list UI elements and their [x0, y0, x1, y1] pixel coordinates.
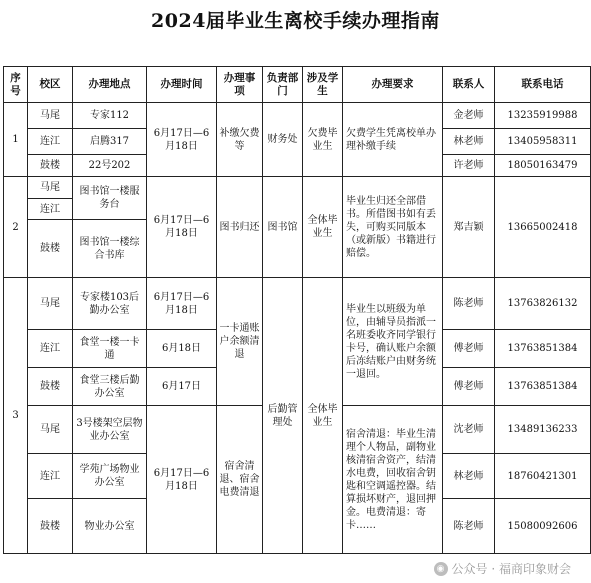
students-cell: 全体毕业生 [303, 177, 343, 278]
row-no: 1 [4, 103, 28, 177]
header-item: 办理事项 [217, 67, 263, 103]
table-row [4, 103, 591, 129]
place-cell: 3号楼架空层物业办公室 [73, 406, 147, 454]
item-cell: 一卡通账户余额清退 [217, 278, 263, 406]
header-phone: 联系电话 [495, 67, 591, 103]
time-cell: 6月17日—6月18日 [147, 177, 217, 278]
campus-cell: 鼓楼 [28, 220, 73, 278]
place-cell: 专家112 [73, 103, 147, 129]
phone-cell: 13763851384 [495, 368, 591, 406]
header-dept: 负责部门 [263, 67, 303, 103]
contact-cell: 金老师 [443, 103, 495, 129]
students-cell: 欠费毕业生 [303, 103, 343, 177]
req-cell: 毕业生以班级为单位，由辅导员指派一名班委收齐同学银行卡号，确认账户余额后冻结账户由财务统一退回。 [343, 278, 443, 406]
campus-cell: 马尾 [28, 406, 73, 454]
time-cell: 6月17日—6月18日 [147, 278, 217, 330]
dept-cell: 图书馆 [263, 177, 303, 278]
row-no: 2 [4, 177, 28, 278]
phone-cell: 13763826132 [495, 278, 591, 330]
row-no: 3 [4, 278, 28, 554]
watermark-text: 公众号 · 福商印象财会 [451, 562, 571, 576]
phone-cell: 13489136233 [495, 406, 591, 454]
contact-cell: 傅老师 [443, 330, 495, 368]
phone-cell: 13763851384 [495, 330, 591, 368]
req-cell: 欠费学生凭离校单办理补缴手续 [343, 103, 443, 177]
item-cell: 补缴欠费等 [217, 103, 263, 177]
campus-cell: 连江 [28, 129, 73, 155]
contact-cell: 陈老师 [443, 499, 495, 554]
place-cell: 食堂三楼后勤办公室 [73, 368, 147, 406]
campus-cell: 马尾 [28, 278, 73, 330]
item-cell: 宿舍清退、宿舍电费清退 [217, 406, 263, 554]
header-students: 涉及学生 [303, 67, 343, 103]
time-cell: 6月17日—6月18日 [147, 103, 217, 177]
phone-cell: 13665002418 [495, 177, 591, 278]
header-no: 序号 [4, 67, 28, 103]
phone-cell: 13235919988 [495, 103, 591, 129]
phone-cell: 13405958311 [495, 129, 591, 155]
table-row [4, 177, 591, 199]
place-cell: 物业办公室 [73, 499, 147, 554]
guide-table [3, 66, 591, 554]
header-contact: 联系人 [443, 67, 495, 103]
place-cell: 学苑广场物业办公室 [73, 454, 147, 499]
place-cell: 专家楼103后勤办公室 [73, 278, 147, 330]
header-campus: 校区 [28, 67, 73, 103]
header-place: 办理地点 [73, 67, 147, 103]
contact-cell: 许老师 [443, 155, 495, 177]
campus-cell: 连江 [28, 199, 73, 220]
watermark [434, 560, 571, 577]
place-cell: 22号202 [73, 155, 147, 177]
header-req: 办理要求 [343, 67, 443, 103]
table-row [4, 278, 591, 330]
phone-cell: 18760421301 [495, 454, 591, 499]
campus-cell: 鼓楼 [28, 368, 73, 406]
campus-cell: 鼓楼 [28, 499, 73, 554]
contact-cell: 郑吉颖 [443, 177, 495, 278]
students-cell: 全体毕业生 [303, 278, 343, 554]
time-cell: 6月18日 [147, 330, 217, 368]
page-title: 2024届毕业生离校手续办理指南 [151, 10, 440, 32]
phone-cell: 18050163479 [495, 155, 591, 177]
contact-cell: 林老师 [443, 454, 495, 499]
req-cell: 毕业生归还全部借书。所借图书如有丢失，可购买同版本（或新版）书籍进行赔偿。 [343, 177, 443, 278]
place-cell: 启腾317 [73, 129, 147, 155]
place-cell: 图书馆一楼服务台 [73, 177, 147, 220]
place-cell: 食堂一楼一卡通 [73, 330, 147, 368]
campus-cell: 马尾 [28, 177, 73, 199]
campus-cell: 连江 [28, 330, 73, 368]
dept-cell: 后勤管理处 [263, 278, 303, 554]
header-row [4, 67, 591, 103]
contact-cell: 陈老师 [443, 278, 495, 330]
wechat-icon: ◉ [434, 562, 448, 576]
dept-cell: 财务处 [263, 103, 303, 177]
time-cell: 6月17日 [147, 368, 217, 406]
campus-cell: 连江 [28, 454, 73, 499]
header-time: 办理时间 [147, 67, 217, 103]
contact-cell: 林老师 [443, 129, 495, 155]
phone-cell: 15080092606 [495, 499, 591, 554]
time-cell: 6月17日—6月18日 [147, 406, 217, 554]
req-cell: 宿舍清退：毕业生清理个人物品，副物业核清宿舍资产，结清水电费，回收宿舍钥匙和空调遥控器。结算损坏财产，退回押金。电费清退：寄卡…… [343, 406, 443, 554]
place-cell: 图书馆一楼综合书库 [73, 220, 147, 278]
campus-cell: 马尾 [28, 103, 73, 129]
campus-cell: 鼓楼 [28, 155, 73, 177]
contact-cell: 沈老师 [443, 406, 495, 454]
item-cell: 图书归还 [217, 177, 263, 278]
contact-cell: 傅老师 [443, 368, 495, 406]
